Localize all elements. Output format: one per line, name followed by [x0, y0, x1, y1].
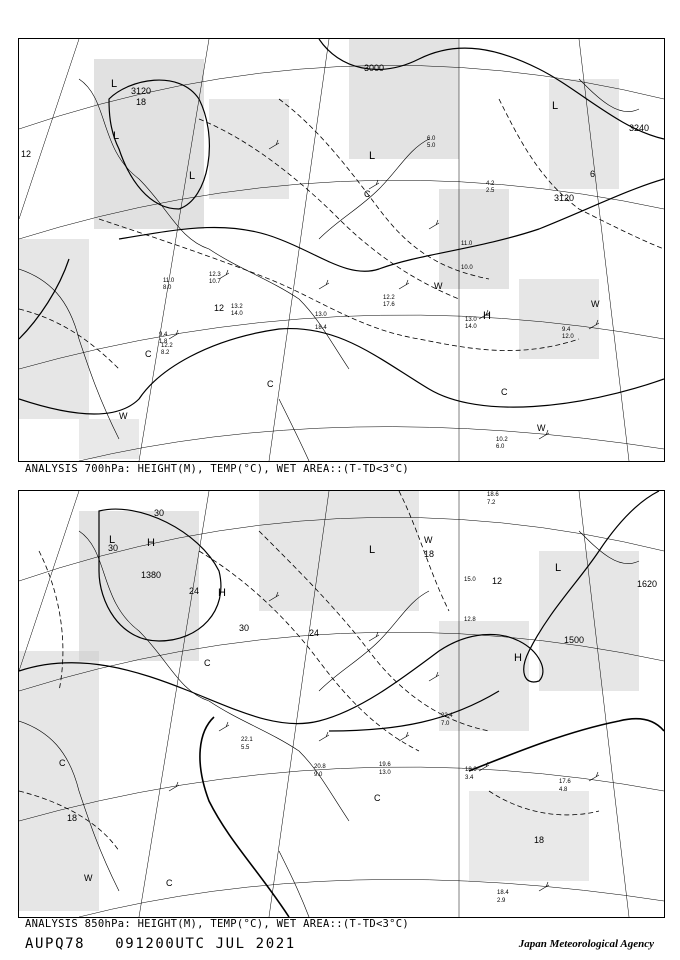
warm-marker: W [434, 281, 443, 291]
high-center-marker: H [147, 537, 155, 549]
warm-marker: W [84, 873, 93, 883]
wet-area-stipple [19, 491, 639, 911]
station-value: 4.2 [486, 181, 495, 187]
cold-marker: C [204, 658, 211, 668]
temperature-label: 18 [534, 835, 545, 845]
station-value: 2.9 [497, 898, 506, 904]
cold-marker: C [166, 878, 173, 888]
station-value: 10.0 [461, 265, 473, 271]
station-value: 22.4 [441, 713, 453, 719]
low-center-marker: L [189, 170, 196, 182]
height-label: 1500 [564, 635, 585, 645]
cold-marker: C [374, 793, 381, 803]
station-value: 13.0 [465, 317, 477, 323]
station-value: 4.8 [559, 787, 568, 793]
station-value: 12.2 [383, 295, 395, 301]
cold-marker: C [267, 379, 274, 389]
height-label: 3000 [364, 63, 385, 73]
station-value: 13.0 [379, 770, 391, 776]
temperature-label: 24 [309, 628, 320, 638]
station-value: 8.0 [163, 285, 172, 291]
chart-code: AUPQ78 [25, 936, 86, 952]
station-value: 12.2 [161, 343, 173, 349]
station-value: 5.0 [427, 143, 436, 149]
agency-credit: Japan Meteorological Agency [518, 938, 654, 950]
station-value: 2.5 [486, 188, 495, 194]
low-center-marker: L [369, 544, 376, 556]
height-label: 1620 [637, 579, 658, 589]
temperature-label: 30 [154, 508, 165, 518]
station-value: 12.0 [562, 334, 574, 340]
map-700hpa-svg [19, 39, 664, 461]
station-value: 3.4 [465, 775, 474, 781]
chart-id-and-datetime [25, 936, 296, 952]
station-value: 9.4 [159, 332, 168, 338]
cold-marker: C [364, 189, 371, 199]
temperature-label: 18 [424, 549, 435, 559]
warm-marker: W [537, 423, 546, 433]
station-value: 14.0 [465, 324, 477, 330]
map-panel-850hpa [18, 490, 665, 918]
panel-caption-700hpa: ANALYSIS 700hPa: HEIGHT(M), TEMP(°C), WET AREA::(T-TD<3°C) [25, 463, 410, 475]
station-value: 18.6 [487, 492, 499, 498]
temperature-label: 30 [108, 543, 119, 553]
station-value: 17.6 [383, 302, 395, 308]
temperature-label: 12 [214, 303, 225, 313]
station-value: 8.2 [161, 350, 170, 356]
cold-marker: C [501, 387, 508, 397]
station-value: 12.8 [464, 617, 476, 623]
temperature-label: 6 [590, 169, 596, 179]
chart-datetime: 091200UTC JUL 2021 [115, 936, 296, 952]
temperature-label: 18 [67, 813, 78, 823]
low-center-marker: L [109, 534, 116, 546]
warm-marker: W [119, 411, 128, 421]
height-label: 1380 [141, 570, 162, 580]
front-line [200, 717, 664, 917]
station-value: 20.8 [314, 764, 326, 770]
station-value: 11.0 [461, 241, 473, 247]
station-value: 9.4 [562, 327, 571, 333]
low-center-marker: L [369, 150, 376, 162]
height-label: 3120 [131, 86, 152, 96]
map-850hpa-svg [19, 491, 664, 917]
station-value: 13.2 [231, 304, 243, 310]
station-value: 18.4 [497, 890, 509, 896]
station-value: 15.0 [464, 577, 476, 583]
station-value: 9.0 [314, 772, 323, 778]
station-value: 12.3 [209, 272, 221, 278]
station-value: 10.2 [496, 437, 508, 443]
station-value: 7.0 [441, 721, 450, 727]
station-value: 5.5 [241, 745, 250, 751]
station-value: 18.4 [315, 325, 327, 331]
cold-marker: C [59, 758, 66, 768]
map-panel-700hpa [18, 38, 665, 462]
station-value: 10.7 [209, 279, 221, 285]
high-center-marker: H [483, 310, 491, 322]
station-value: 19.6 [379, 762, 391, 768]
height-label: 3240 [629, 123, 650, 133]
station-value: 14.0 [231, 311, 243, 317]
height-label: 3120 [554, 193, 575, 203]
station-value: 6.0 [496, 444, 505, 450]
station-value: 17.6 [559, 779, 571, 785]
high-center-marker: H [218, 587, 226, 599]
station-value: 6.0 [427, 136, 436, 142]
station-value: 1.8 [159, 339, 168, 345]
station-value: 22.1 [241, 737, 253, 743]
panel-caption-850hpa: ANALYSIS 850hPa: HEIGHT(M), TEMP(°C), WET AREA::(T-TD<3°C) [25, 918, 410, 930]
station-value: 7.2 [487, 500, 496, 506]
temperature-label: 30 [239, 623, 250, 633]
cold-marker: C [145, 349, 152, 359]
low-center-marker: L [113, 130, 120, 142]
low-center-marker: L [552, 100, 559, 112]
warm-marker: W [591, 299, 600, 309]
warm-marker: W [424, 535, 433, 545]
temperature-label: 12 [21, 149, 32, 159]
temperature-label: 12 [492, 576, 503, 586]
high-center-marker: H [514, 652, 522, 664]
low-center-marker: L [555, 562, 562, 574]
low-center-marker: L [111, 78, 118, 90]
station-value: 13.0 [315, 312, 327, 318]
station-value: 11.0 [163, 278, 175, 284]
temperature-label: 24 [189, 586, 200, 596]
temperature-label: 18 [136, 97, 147, 107]
station-value: 18.9 [465, 767, 477, 773]
